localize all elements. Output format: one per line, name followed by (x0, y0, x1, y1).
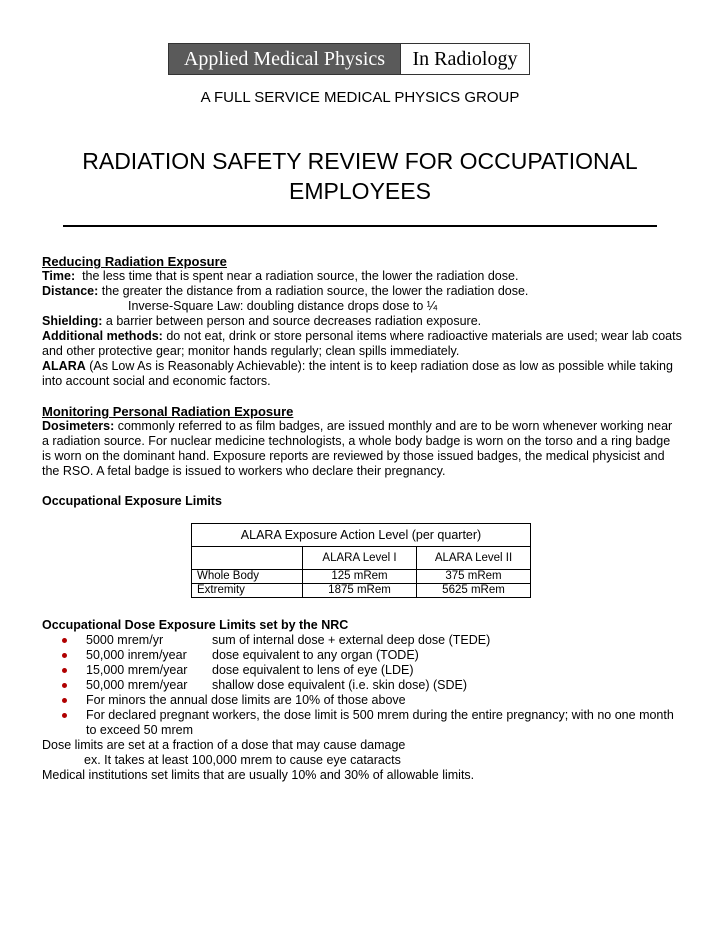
occupational-heading: Occupational Exposure Limits (42, 494, 222, 508)
limit-description: dose equivalent to lens of eye (LDE) (212, 663, 414, 677)
alara-table-caption: ALARA Exposure Action Level (per quarter) (192, 524, 531, 547)
time-text: the less time that is spent near a radiation source, the lower the radiation dose. (82, 269, 519, 283)
limit-amount: 50,000 mrem/year (86, 678, 188, 692)
limit-description: dose equivalent to any organ (TODE) (212, 648, 419, 662)
nrc-limits-list (42, 633, 682, 738)
table-row (192, 570, 531, 584)
row-level-2-value: 375 mRem (417, 570, 531, 584)
table-header-blank (192, 547, 303, 570)
table-header-level-1: ALARA Level I (303, 547, 417, 570)
tagline: A FULL SERVICE MEDICAL PHYSICS GROUP (200, 89, 520, 106)
reducing-heading: Reducing Radiation Exposure (42, 254, 227, 269)
list-item (42, 663, 682, 678)
dosimeters-line (42, 419, 682, 479)
list-item (42, 678, 682, 693)
distance-text: the greater the distance from a radiation source, the lower the radiation dose. (101, 284, 529, 298)
distance-label: Distance: (42, 284, 99, 298)
alara-table (191, 523, 531, 598)
alara-line (42, 359, 682, 389)
inverse-square-law: Inverse-Square Law: doubling distance drops dose to ¼ (128, 299, 438, 313)
document-body (42, 254, 682, 783)
institutions-note: Medical institutions set limits that are usually 10% and 30% of allowable limits. (42, 768, 475, 782)
fraction-note: Dose limits are set at a fraction of a dose that may cause damage (42, 738, 406, 752)
list-item (42, 648, 682, 663)
limit-amount: 5000 mrem/yr (86, 633, 164, 647)
shielding-label: Shielding: (42, 314, 103, 328)
nrc-heading: Occupational Dose Exposure Limits set by the NRC (42, 618, 349, 632)
dosimeters-text: commonly referred to as film badges, are issued monthly and are to be worn whenever working near a radiation source. For nuclear medicine technologists, a whole body badge is worn on the torso and a ring badge is worn on the dominant hand. Exposure reports are reviewed by those issued badges, the medical physicist and the RSO. A fetal badge is issued to workers who declare their pregnancy. (42, 419, 673, 478)
distance-line (42, 284, 682, 299)
row-level-1-value: 1875 mRem (303, 584, 417, 598)
page-title: RADIATION SAFETY REVIEW FOR OCCUPATIONAL EMPLOYEES (82, 148, 638, 204)
title-divider (63, 225, 657, 227)
row-level-1-value: 125 mRem (303, 570, 417, 584)
dosimeters-label: Dosimeters: (42, 419, 115, 433)
cataract-example: ex. It takes at least 100,000 mrem to cause eye cataracts (84, 753, 401, 767)
company-logo (168, 43, 530, 75)
alara-label: ALARA (42, 359, 86, 373)
additional-label: Additional methods: (42, 329, 163, 343)
limit-amount: 15,000 mrem/year (86, 663, 188, 677)
table-row (192, 584, 531, 598)
monitoring-heading: Monitoring Personal Radiation Exposure (42, 404, 294, 419)
logo-right-text: In Radiology (400, 44, 529, 74)
limit-amount: 50,000 inrem/year (86, 648, 187, 662)
time-label: Time: (42, 269, 76, 283)
list-item (42, 633, 682, 648)
limit-description: shallow dose equivalent (i.e. skin dose) (SDE) (212, 678, 467, 692)
alara-text: (As Low As is Reasonably Achievable): the intent is to keep radiation dose as low as possible while taking into account social and economic factors. (42, 359, 673, 388)
pregnant-limit: For declared pregnant workers, the dose limit is 500 mrem during the entire pregnancy; with no one month to exceed 50 mrem (86, 708, 674, 737)
list-item (42, 708, 682, 738)
table-header-level-2: ALARA Level II (417, 547, 531, 570)
time-line (42, 269, 682, 284)
row-label: Extremity (192, 584, 303, 598)
shielding-line (42, 314, 682, 329)
row-label: Whole Body (192, 570, 303, 584)
list-item (42, 693, 682, 708)
row-level-2-value: 5625 mRem (417, 584, 531, 598)
logo-left-text: Applied Medical Physics (169, 44, 400, 74)
additional-line (42, 329, 682, 359)
additional-text: do not eat, drink or store personal items where radioactive materials are used; wear lab coats and other protective gear; monitor hands regularly; clean spills immediately. (42, 329, 682, 358)
minors-limit: For minors the annual dose limits are 10% of those above (86, 693, 406, 707)
limit-description: sum of internal dose + external deep dose (TEDE) (212, 633, 491, 647)
shielding-text: a barrier between person and source decreases radiation exposure. (105, 314, 482, 328)
